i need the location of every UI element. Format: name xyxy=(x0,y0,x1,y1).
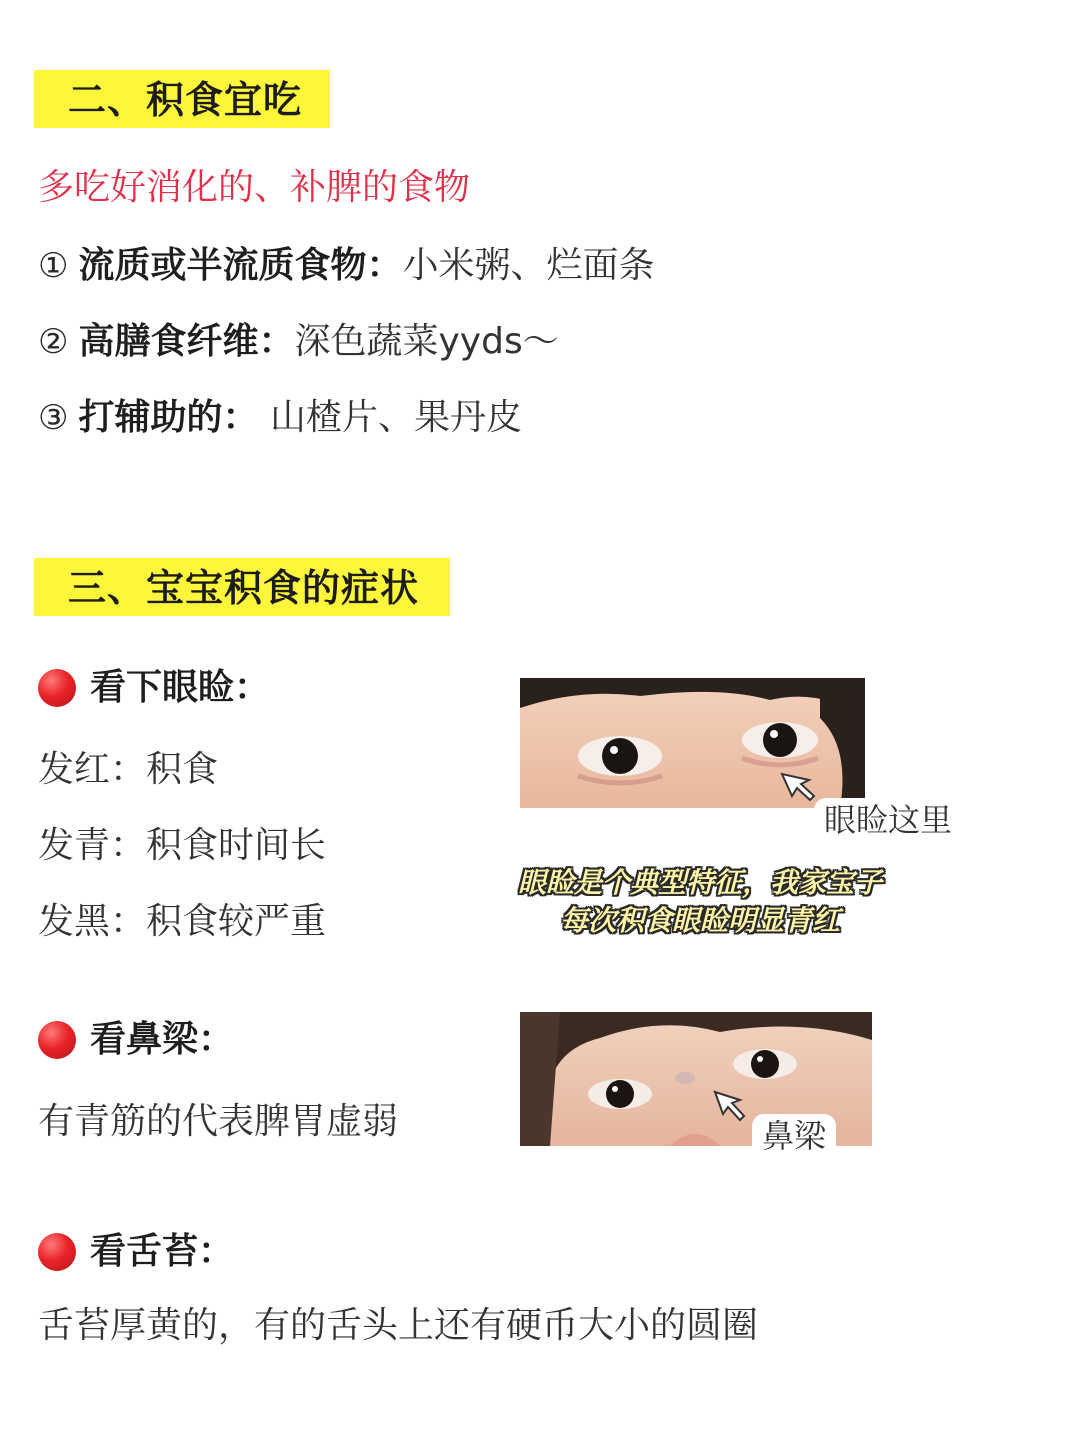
eyelid-title-text: 看下眼睑： xyxy=(90,667,271,708)
nose-title-text: 看鼻梁： xyxy=(90,1019,235,1060)
item-number: ③ xyxy=(38,398,69,438)
nose-photo-label: 鼻梁 xyxy=(752,1114,836,1158)
item-label: 流质或半流质食物： xyxy=(78,245,403,286)
tongue-title-text: 看舌苔： xyxy=(90,1231,235,1272)
item-value: 山楂片、果丹皮 xyxy=(258,397,522,438)
caption-line-2: 每次积食眼睑明显青红 xyxy=(559,904,840,937)
red-dot-icon xyxy=(38,669,76,707)
section-2-subtitle: 多吃好消化的、补脾的食物 xyxy=(38,167,471,208)
nose-line: 有青筋的代表脾胃虚弱 xyxy=(38,1101,399,1142)
caption-line-1: 眼睑是个典型特征，我家宝子 xyxy=(517,866,882,899)
eyelid-line-red: 发红：积食 xyxy=(38,749,219,790)
item-value: 深色蔬菜yyds～ xyxy=(294,321,559,362)
tongue-line: 舌苔厚黄的，有的舌头上还有硬币大小的圆圈 xyxy=(38,1305,759,1346)
section-2-heading: 二、积食宜吃 xyxy=(34,70,330,128)
eyelid-line-blue: 发青：积食时间长 xyxy=(38,825,327,866)
eyelid-photo-label: 眼睑这里 xyxy=(814,798,962,842)
child-eyes-illustration xyxy=(520,678,865,808)
eyelid-title xyxy=(38,666,270,710)
section-3-heading: 三、宝宝积食的症状 xyxy=(34,558,450,616)
red-dot-icon xyxy=(38,1233,76,1271)
eyelid-line-black: 发黑：积食较严重 xyxy=(38,901,327,942)
item-number: ① xyxy=(38,246,69,286)
item-number: ② xyxy=(38,322,69,362)
food-item-1 xyxy=(38,244,655,288)
food-item-2 xyxy=(38,320,559,364)
eyelid-photo xyxy=(520,678,865,808)
item-value: 小米粥、烂面条 xyxy=(402,245,655,286)
item-label: 高膳食纤维： xyxy=(78,321,295,362)
food-item-3 xyxy=(38,396,522,440)
nose-title xyxy=(38,1018,234,1062)
eyelid-caption xyxy=(500,864,900,940)
red-dot-icon xyxy=(38,1021,76,1059)
item-label: 打辅助的： xyxy=(78,397,259,438)
tongue-title xyxy=(38,1230,234,1274)
